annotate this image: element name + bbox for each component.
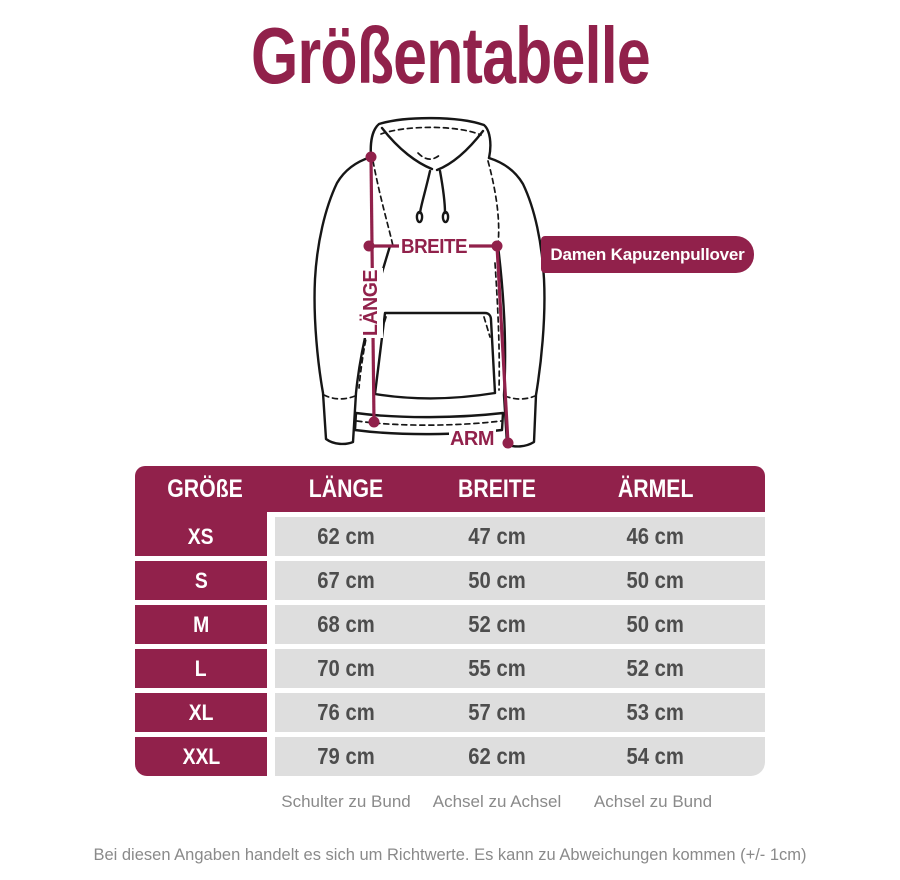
cuff-point (503, 438, 514, 449)
arm-measure-label: ARM (450, 428, 494, 450)
size-label: XS (188, 523, 214, 549)
table-row-s (135, 561, 765, 600)
product-tag (541, 236, 754, 273)
pocket-corner-stitches (380, 317, 490, 337)
row-values (275, 561, 765, 600)
hood-opening (382, 128, 483, 170)
armpit-left-point (364, 241, 375, 252)
hoodie-diagram (300, 103, 560, 475)
row-values (275, 517, 765, 556)
page-title-text: Größentabelle (250, 11, 650, 100)
size-table (135, 466, 765, 776)
size-label: S (194, 567, 208, 593)
left-cuff-seam (324, 395, 355, 399)
column-gap (267, 605, 275, 644)
note-laenge: Schulter zu Bund (281, 792, 411, 811)
aermel-value: 50 cm (626, 567, 684, 593)
breite-value: 55 cm (468, 655, 526, 681)
size-label: XXL (182, 743, 220, 769)
laenge-value: 76 cm (317, 699, 375, 725)
note-breite: Achsel zu Achsel (432, 792, 562, 811)
size-badge (135, 737, 267, 776)
product-tag-label: Damen Kapuzenpullover (550, 244, 745, 264)
size-badge (135, 605, 267, 644)
aermel-value: 46 cm (626, 523, 684, 549)
note-aermel: Achsel zu Bund (593, 792, 713, 811)
disclaimer-text: Bei diesen Angaben handelt es sich um Richtwerte. Es kann zu Abweichungen kommen (+/- 1cm) (93, 846, 807, 864)
row-values (275, 693, 765, 732)
laenge-value: 68 cm (317, 611, 375, 637)
breite-value: 62 cm (468, 743, 526, 769)
breite-value: 57 cm (468, 699, 526, 725)
table-row-xxl (135, 737, 765, 776)
size-table-header (135, 466, 765, 512)
breite-measure-label: BREITE (401, 236, 468, 258)
size-badge (135, 649, 267, 688)
table-row-m (135, 605, 765, 644)
breite-value: 50 cm (468, 567, 526, 593)
header-breite: BREITE (458, 474, 536, 503)
column-gap (267, 561, 275, 600)
hood-outline (371, 118, 491, 158)
aermel-value: 52 cm (626, 655, 684, 681)
kangaroo-pocket (375, 313, 495, 398)
header-aermel: ÄRMEL (617, 474, 694, 503)
aermel-value: 53 cm (626, 699, 684, 725)
column-gap (267, 693, 275, 732)
size-label: XL (188, 699, 214, 725)
aermel-value: 50 cm (626, 611, 684, 637)
size-label: L (195, 655, 207, 681)
header-laenge: LÄNGE (308, 474, 384, 503)
row-values (275, 605, 765, 644)
size-label: M (192, 611, 210, 637)
size-badge (135, 517, 267, 556)
hem-point (369, 417, 380, 428)
column-notes (275, 792, 765, 812)
row-values (275, 737, 765, 776)
column-gap (267, 649, 275, 688)
size-badge (135, 693, 267, 732)
breite-value: 52 cm (468, 611, 526, 637)
armpit-right-point (492, 241, 503, 252)
laenge-value: 62 cm (317, 523, 375, 549)
collar-seam-dashed (418, 153, 441, 159)
aermel-value: 54 cm (626, 743, 684, 769)
table-row-xs (135, 517, 765, 556)
drawstrings (420, 171, 445, 213)
shoulder-point (366, 152, 377, 163)
laenge-value: 67 cm (317, 567, 375, 593)
page-title (0, 11, 900, 100)
laenge-value: 79 cm (317, 743, 375, 769)
size-badge (135, 561, 267, 600)
breite-value: 47 cm (468, 523, 526, 549)
laenge-value: 70 cm (317, 655, 375, 681)
laenge-measure-label: LÄNGE (360, 268, 382, 336)
hood-seam-dashed (381, 127, 481, 135)
column-gap (267, 517, 275, 556)
table-row-xl (135, 693, 765, 732)
table-row-l (135, 649, 765, 688)
row-values (275, 649, 765, 688)
right-cuff-seam (505, 396, 535, 399)
armhole-seams (373, 161, 499, 246)
header-size: GRÖßE (167, 474, 243, 503)
column-gap (267, 737, 275, 776)
